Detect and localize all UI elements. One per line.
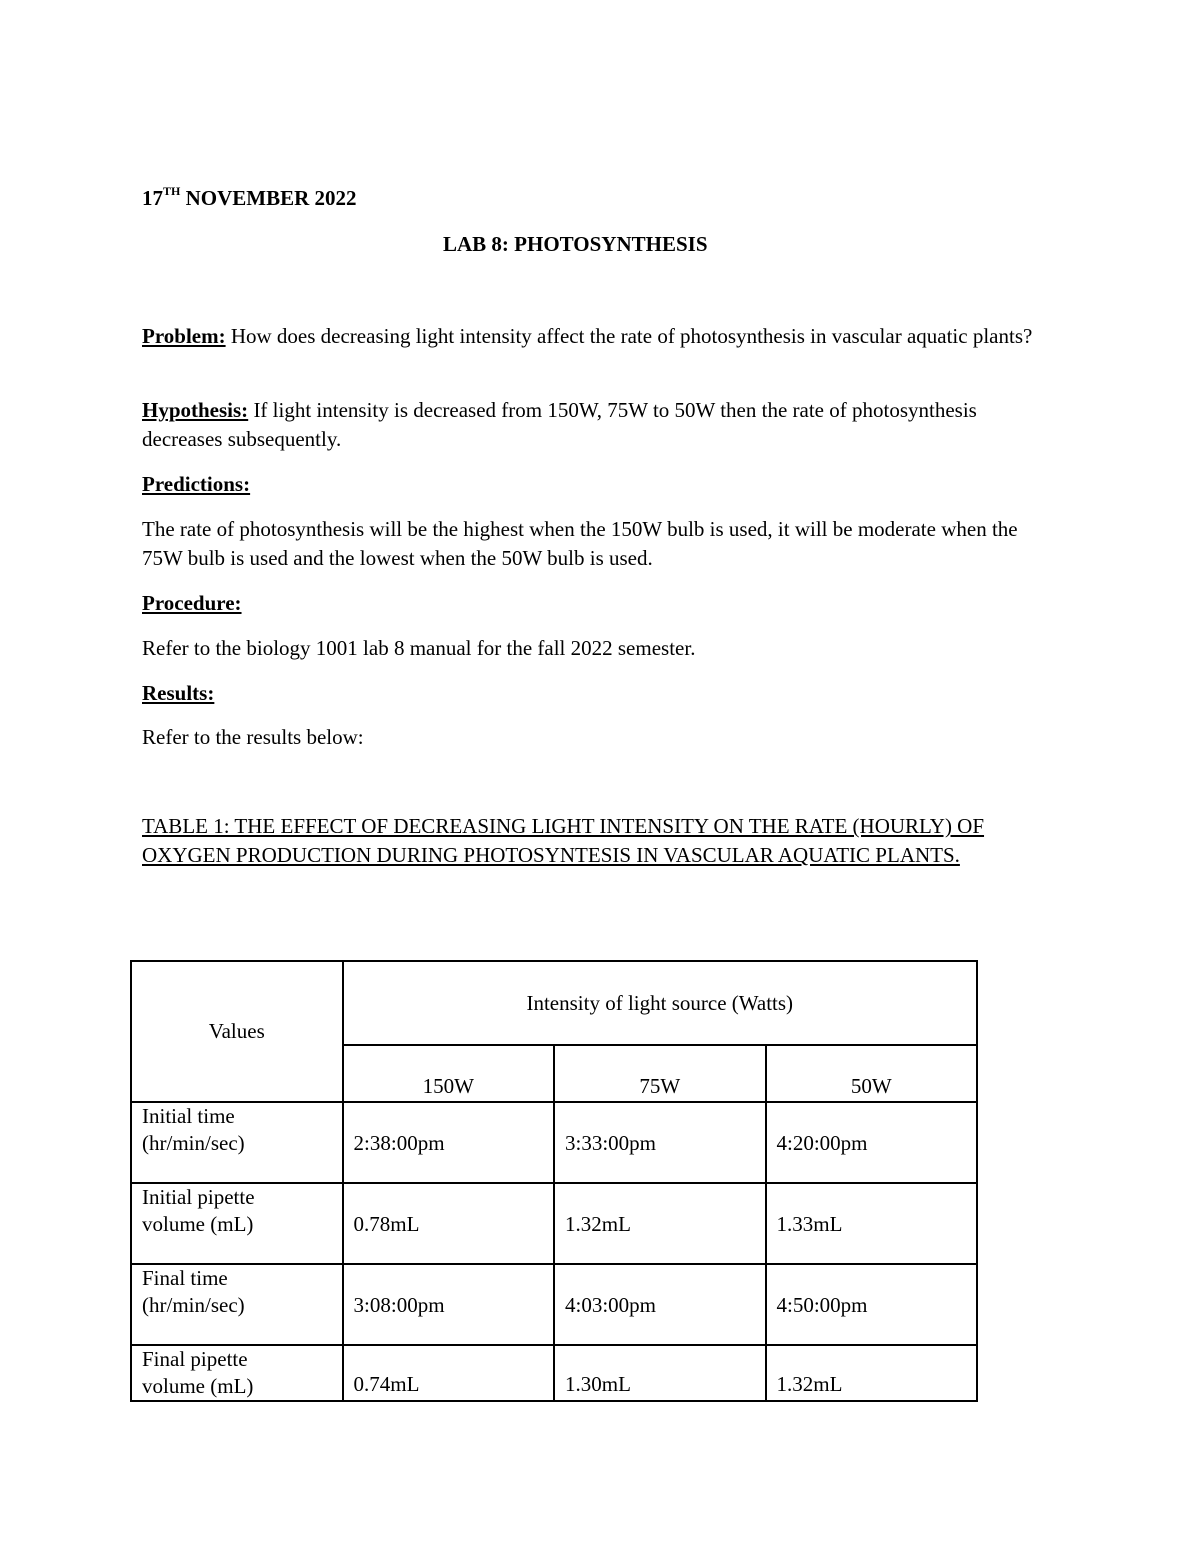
row-label-line1: Initial pipette — [142, 1185, 255, 1209]
date-month-year: NOVEMBER 2022 — [180, 186, 357, 210]
hypothesis-section — [142, 396, 1042, 454]
row-label — [131, 1183, 343, 1264]
results-table — [130, 960, 978, 1402]
row-label — [131, 1264, 343, 1345]
table-cell: 3:08:00pm — [343, 1264, 554, 1345]
row-label — [131, 1345, 343, 1401]
predictions-label-line — [142, 470, 1042, 499]
table-cell: 1.32mL — [766, 1345, 978, 1401]
predictions-text: The rate of photosynthesis will be the highest when the 150W bulb is used, it will be moderate when the 75W bulb is used and the lowest when the 50W bulb is used. — [142, 517, 1018, 570]
date-day: 17 — [142, 186, 163, 210]
column-header-50w — [766, 1045, 978, 1102]
row-label-line2: volume (mL) — [142, 1212, 254, 1236]
row-label-line1: Initial time — [142, 1104, 235, 1128]
table-cell: 1.32mL — [554, 1183, 765, 1264]
problem-label: Problem: — [142, 324, 226, 348]
table-row — [131, 1183, 977, 1264]
column-header-150w — [343, 1045, 554, 1102]
hypothesis-text: If light intensity is decreased from 150W, 75W to 50W then the rate of photosynthesis decreases subsequently. — [142, 398, 977, 451]
procedure-text: Refer to the biology 1001 lab 8 manual for the fall 2022 semester. — [142, 636, 696, 660]
problem-section — [142, 322, 1042, 351]
intensity-header: Intensity of light source (Watts) — [343, 961, 977, 1045]
table-cell: 2:38:00pm — [343, 1102, 554, 1183]
table-cell: 0.74mL — [343, 1345, 554, 1401]
procedure-label-line — [142, 589, 1042, 618]
column-header-label: 150W — [422, 1074, 474, 1098]
row-label-line2: volume (mL) — [142, 1374, 254, 1398]
column-header-label: 50W — [850, 1074, 892, 1098]
table-cell: 4:50:00pm — [766, 1264, 978, 1345]
table-cell: 1.33mL — [766, 1183, 978, 1264]
document-title: LAB 8: PHOTOSYNTHESIS — [443, 232, 708, 256]
hypothesis-label: Hypothesis: — [142, 398, 249, 422]
table-cell: 4:03:00pm — [554, 1264, 765, 1345]
table-row — [131, 1264, 977, 1345]
predictions-label: Predictions: — [142, 472, 251, 496]
table-cell: 4:20:00pm — [766, 1102, 978, 1183]
row-label-line2: (hr/min/sec) — [142, 1293, 245, 1317]
table-cell: 1.30mL — [554, 1345, 765, 1401]
results-label: Results: — [142, 681, 215, 705]
table-caption: TABLE 1: THE EFFECT OF DECREASING LIGHT INTENSITY ON THE RATE (HOURLY) OF OXYGEN PRODUCTION DURING PHOTOSYNTESIS IN VASCULAR AQUATIC PLANTS. — [142, 814, 985, 867]
table-row — [131, 1345, 977, 1401]
results-text: Refer to the results below: — [142, 725, 364, 749]
table-header-row — [131, 961, 977, 1045]
row-label — [131, 1102, 343, 1183]
values-header: Values — [131, 961, 343, 1102]
table-cell: 3:33:00pm — [554, 1102, 765, 1183]
column-header-label: 75W — [639, 1074, 681, 1098]
column-header-75w — [554, 1045, 765, 1102]
row-label-line2: (hr/min/sec) — [142, 1131, 245, 1155]
date-suffix: TH — [163, 184, 181, 198]
document-date — [142, 186, 357, 211]
procedure-label: Procedure: — [142, 591, 242, 615]
table-cell: 0.78mL — [343, 1183, 554, 1264]
table-row — [131, 1102, 977, 1183]
problem-text: How does decreasing light intensity affect the rate of photosynthesis in vascular aquatic plants? — [225, 324, 1033, 348]
results-label-line — [142, 679, 1042, 708]
row-label-line1: Final time — [142, 1266, 228, 1290]
row-label-line1: Final pipette — [142, 1347, 248, 1371]
